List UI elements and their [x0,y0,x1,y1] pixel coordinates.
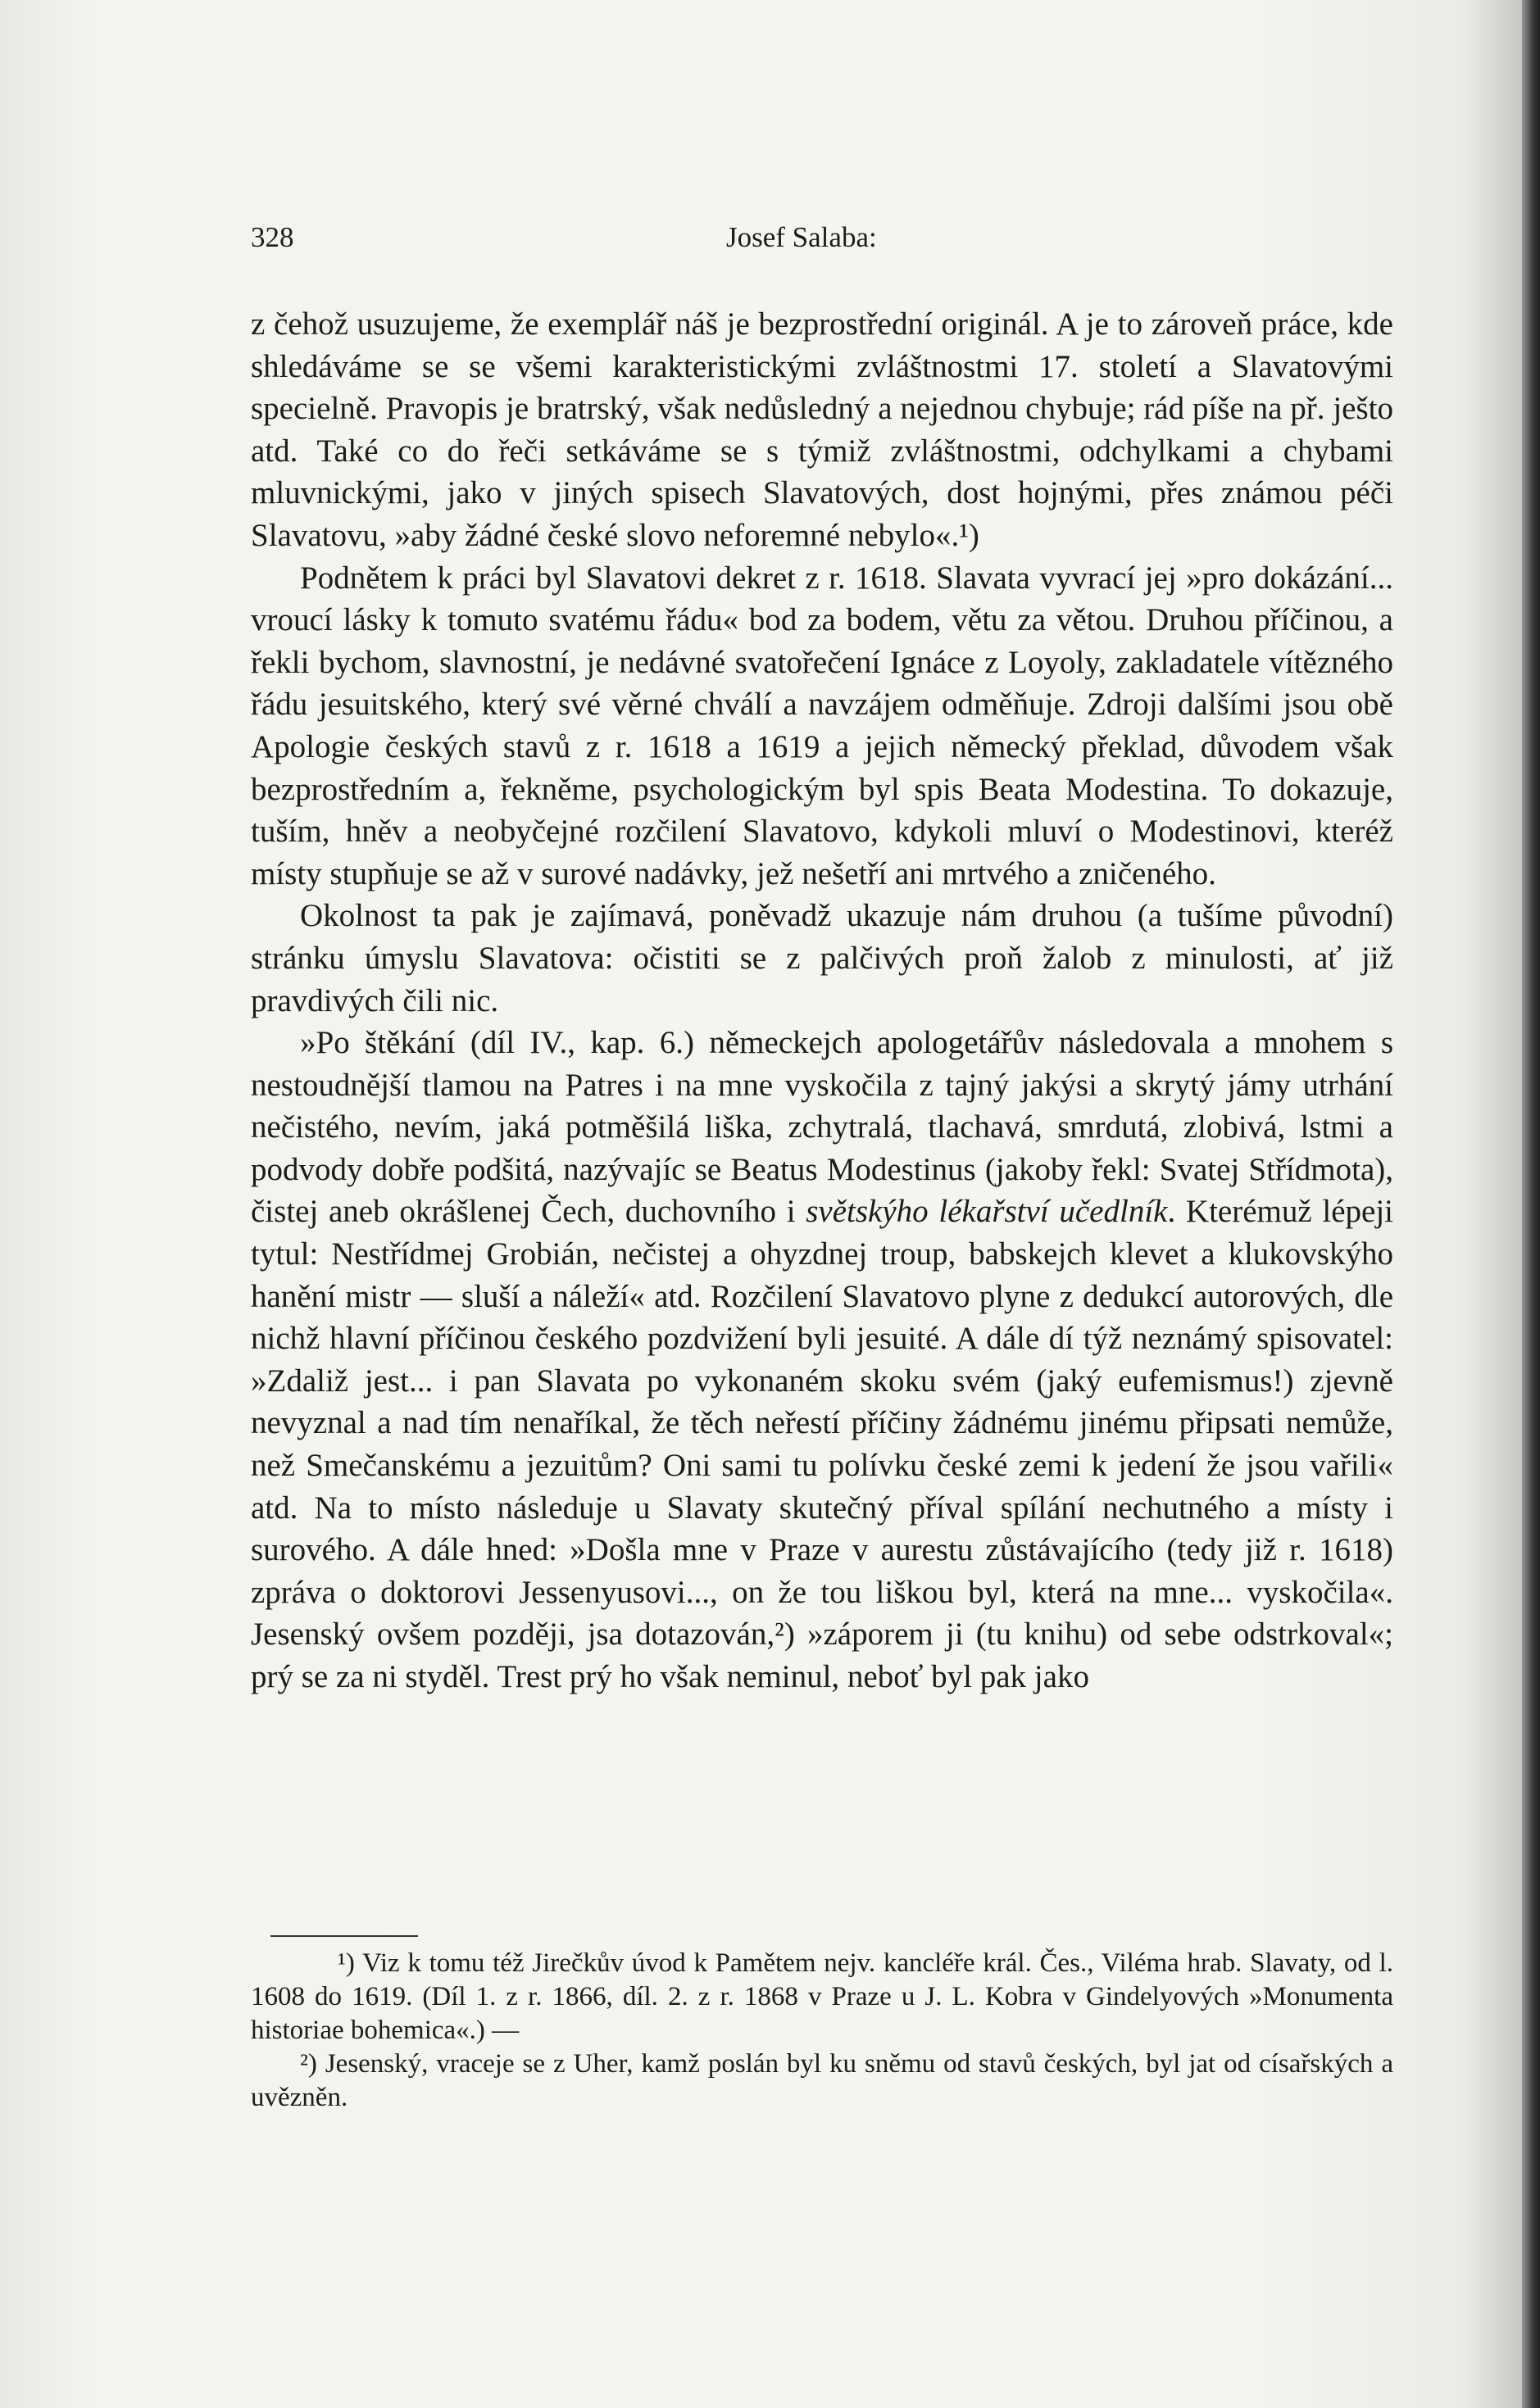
paragraph: Podnětem k práci byl Slavatovi dekret z r. 1618. Slavata vyvrací jej »pro dokázání... vroucí lásky k tomuto svatému řádu« bod za bodem, větu za větou. Druhou příčinou, a řekli bychom, slavnostní, je nedávné svatořečení Ignáce z Loyoly, zakladatele vítězného řádu jesuitského, který své věrné chválí a navzájem odměňuje. Zdroji dalšími jsou obě Apologie českých stavů z r. 1618 a 1619 a jejich německý překlad, důvodem však bezprostředním a, řekněme, psychologickým byl spis Beata Modestina. To dokazuje, tuším, hněv a neobyčejné rozčilení Slavatovo, kdykoli mluví o Modestinovi, kteréž místy stupňuje se až v surové nadávky, jež nešetří ani mrtvého a zničeného. [251,560,1393,891]
paragraph: Okolnost ta pak je zajímavá, poněvadž ukazuje nám druhou (a tušíme původní) stránku úmyslu Slavatova: očistiti se z palčivých proň žalob z minulosti, ať již pravdivých čili nic. [251,898,1393,1018]
quotation-italic: světskýho lékařství učedlník [806,1194,1168,1230]
page-header [251,221,1393,262]
quotation-text: »Po štěkání (díl IV., kap. 6.) německejch apologetářův následovala a mnohem s nestoudnější tlamou na Patres i na mne vyskočila z tajný jakýsi a skrytý jámy utrhání nečistého, nevím, jaká potměšilá liška, zchytralá, tlachavá, smrdutá, zlobivá, lstmi a podvody dobře podšitá, nazývajíc se Beatus Modestinus (jakoby řekl: Svatej Střídmota), čistej aneb okrášlenej Čech, duchovního i [251,1025,1393,1230]
page-edge-shadow [1522,0,1540,2408]
quotation-text: . Kterémuž lépeji tytul: Nestřídmej Grobián, nečistej a ohyzdnej troup, babskejch klevet a klukovskýho hanění mistr — sluší a náleží« atd. Rozčilení Slavatovo plyne z dedukcí autorových, dle nichž hlavní příčinou českého pozdvižení byli jesuité. A dále dí týž neznámý spisovatel: »Zdaliž jest... i pan Slavata po vykonaném skoku svém (jaký eufemismus!) zjevně nevyznal a nad tím nenaříkal, že těch neřestí příčiny žádnému jinému připsati nemůže, než Smečanskému a jezuitům? Oni sami tu polívku české zemi k jedení že jsou vařili« atd. Na to místo následuje u Slavaty skutečný příval spílání nechutného a místy i surového. A dále hned: »Došla mne v Praze v aurestu zůstávajícího (tedy již r. 1618) zpráva o doktorovi Jessenyusovi..., on že tou liškou byl, která na mne... vyskočila«. Jesenský ovšem později, jsa dotazován,²) »záporem ji (tu knihu) od sebe odstrkoval«; prý se za ni styděl. Trest prý ho však neminul, neboť byl pak jako [251,1194,1393,1694]
footnote: ²) Jesenský, vraceje se z Uher, kamž poslán byl ku sněmu od stavů českých, byl jat od císařských a uvězněn. [251,2049,1393,2112]
footnote: ¹) Viz k tomu též Jirečkův úvod k Pamětem nejv. kancléře král. Čes., Viléma hrab. Slavaty, od l. 1608 do 1619. (Díl 1. z r. 1866, díl. 2. z r. 1868 v Praze u J. L. Kobra v Gindelyových »Monumenta historiae bohemica«.) — [251,1948,1393,2045]
running-title: Josef Salaba: [726,221,877,253]
paragraph: z čehož usuzujeme, že exemplář náš je bezprostřední originál. A je to zároveň práce, kde shledáváme se se všemi karakteristickými zvláštnostmi 17. století a Slavatovými specielně. Pravopis je bratrský, však nedůsledný a nejednou chybuje; rád píše na př. ješto atd. Také co do řeči setkáváme se s týmiž zvláštnostmi, odchylkami a chybami mluvnickými, jako v jiných spisech Slavatových, dost hojnými, přes známou péči Slavatovu, »aby žádné české slovo neforemné nebylo«.¹) [251,306,1393,553]
footnotes [251,1947,1393,2115]
main-text [251,303,1393,1698]
footnote-separator [270,1935,418,1937]
quotation-paragraph [251,1022,1393,1698]
page-number: 328 [251,221,294,253]
